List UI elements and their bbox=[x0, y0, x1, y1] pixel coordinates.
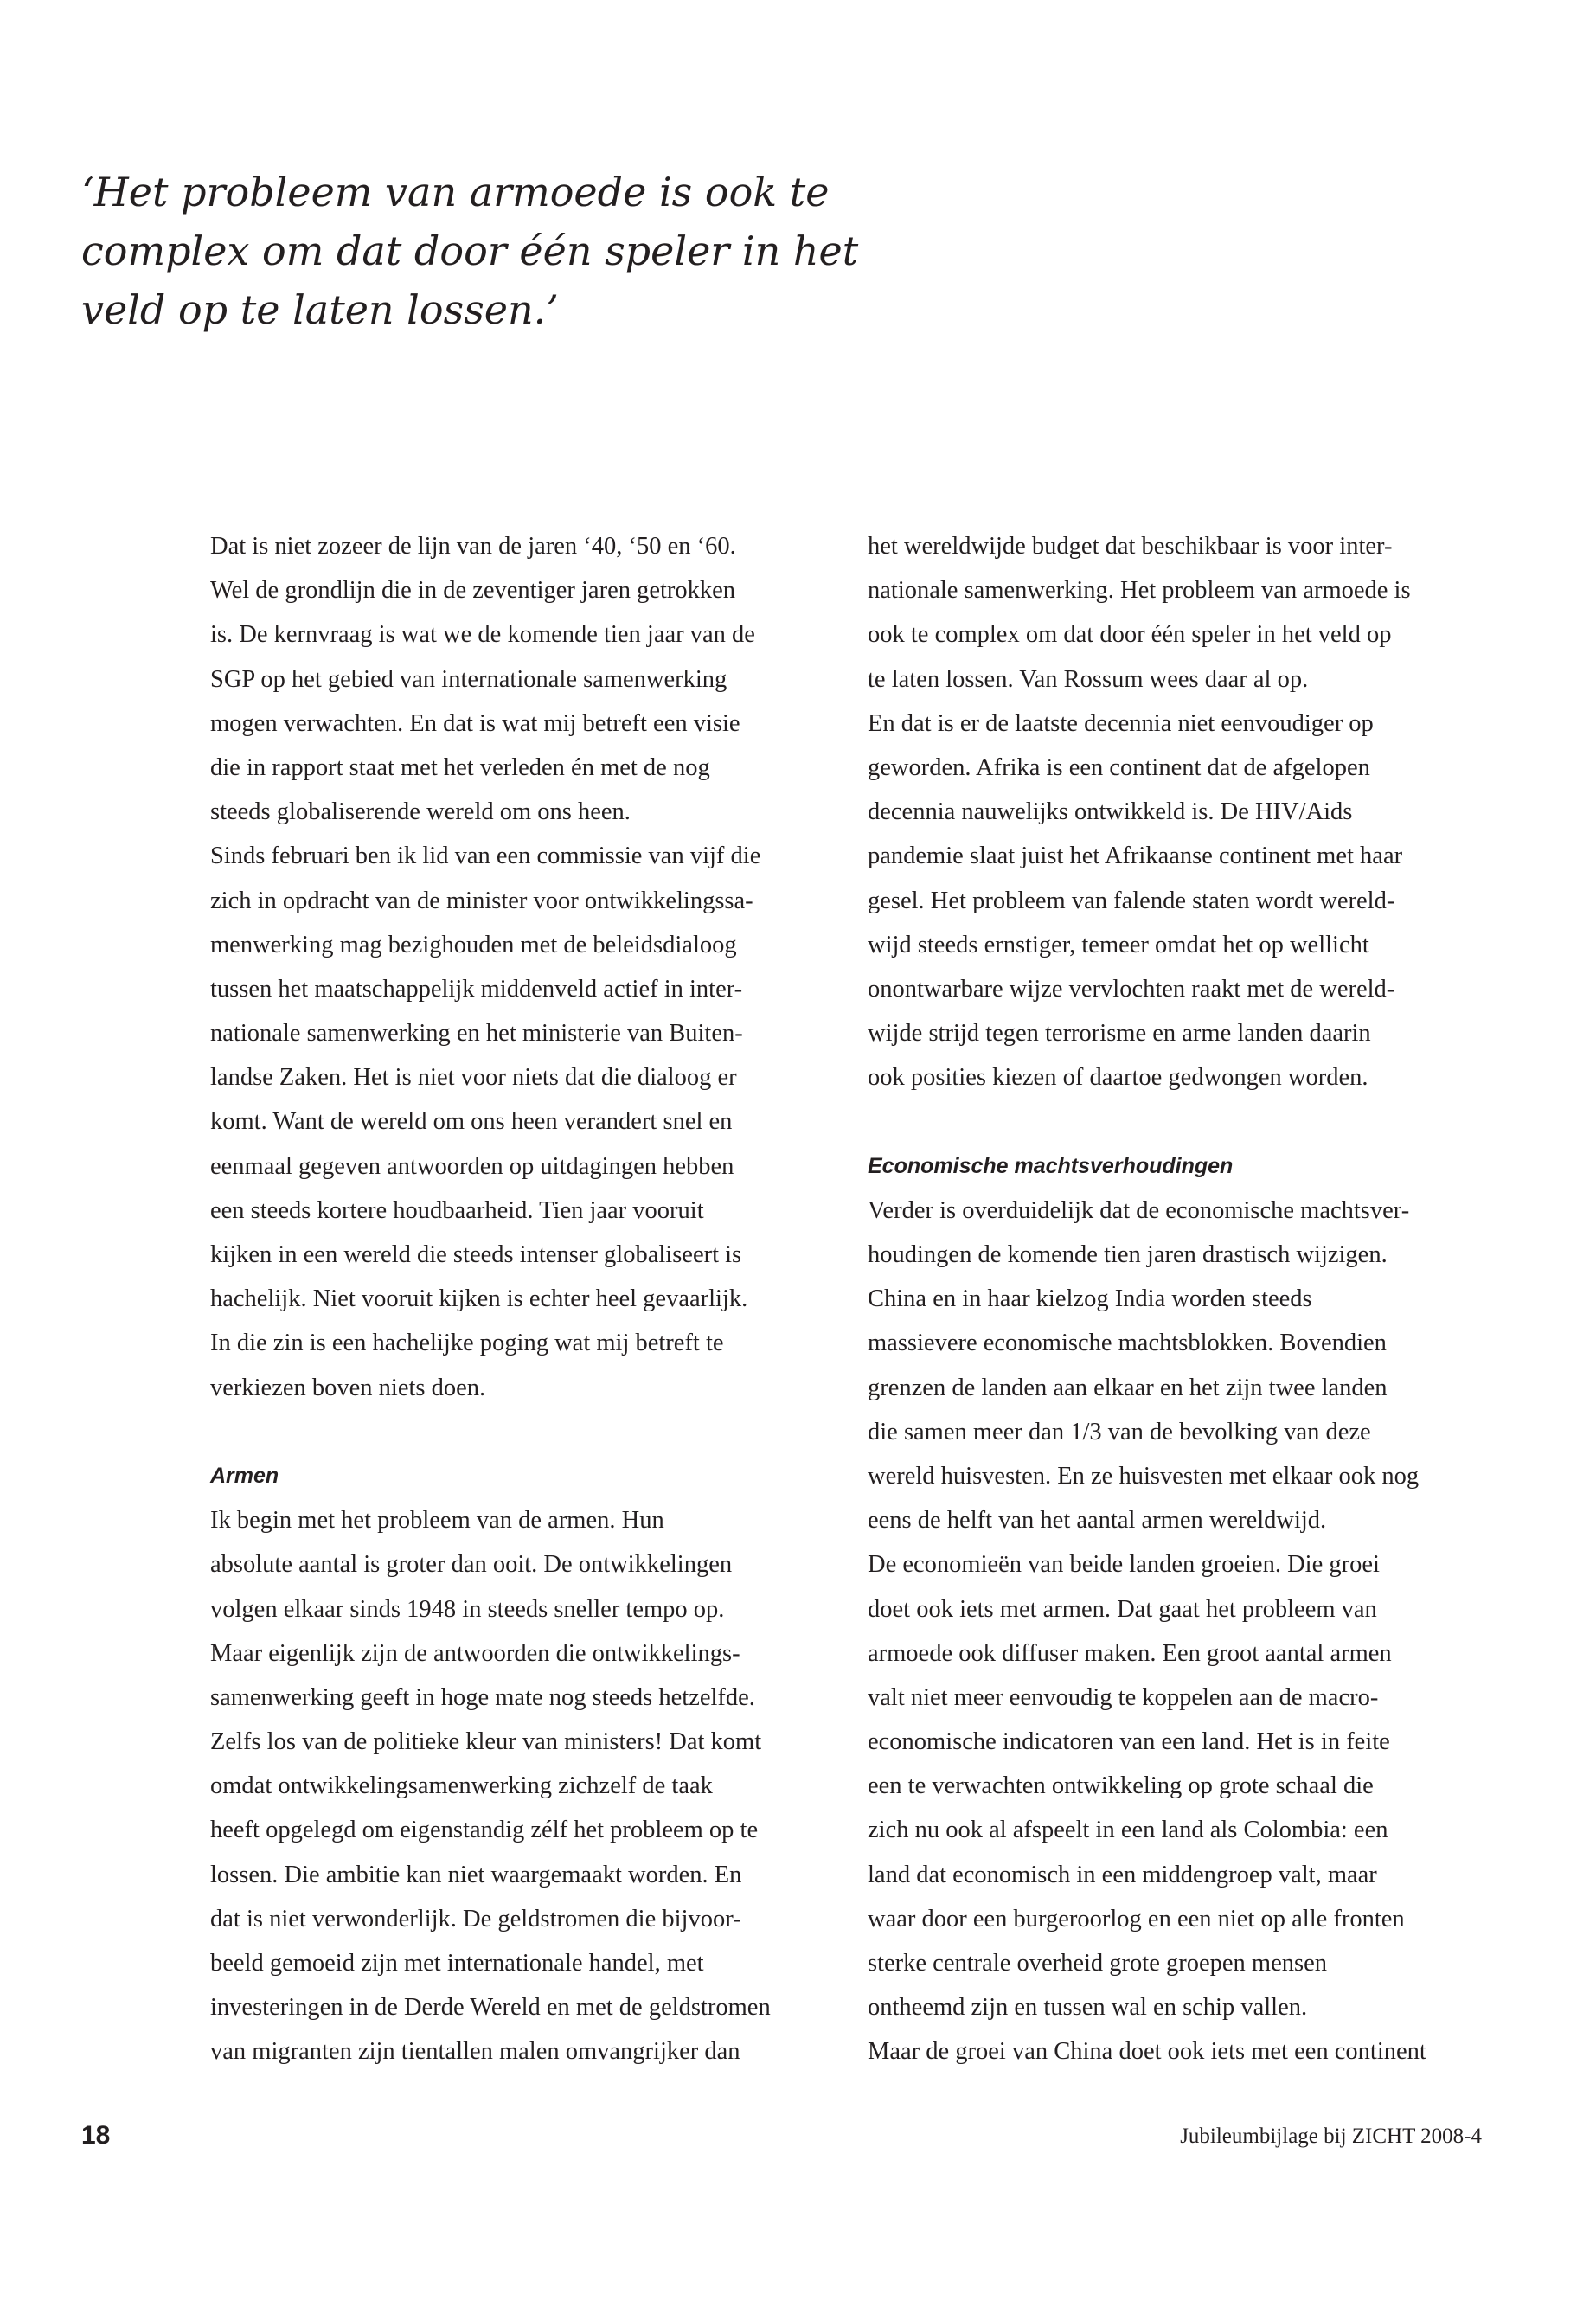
text-line: is. De kernvraag is wat we de komende tien jaar van de bbox=[210, 621, 755, 649]
text-line: een te verwachten ontwikkeling op grote schaal die bbox=[868, 1772, 1374, 1800]
text-line: armoede ook diffuser maken. Een groot aantal armen bbox=[868, 1639, 1392, 1667]
text-line: Sinds februari ben ik lid van een commissie van vijf die bbox=[210, 843, 761, 870]
text-line: volgen elkaar sinds 1948 in steeds sneller tempo op. bbox=[210, 1595, 725, 1623]
text-line: eenmaal gegeven antwoorden op uitdagingen hebben bbox=[210, 1152, 734, 1180]
text-line: Maar de groei van China doet ook iets met een continent bbox=[868, 2038, 1426, 2066]
text-line: investeringen in de Derde Wereld en met de geldstromen bbox=[210, 1994, 771, 2022]
paragraph-spacer bbox=[210, 1410, 833, 1454]
text-line: omdat ontwikkelingsamenwerking zichzelf de taak bbox=[210, 1772, 713, 1800]
text-line: absolute aantal is groter dan ooit. De ontwikkelingen bbox=[210, 1551, 733, 1579]
text-line: wijde strijd tegen terrorisme en arme landen daarin bbox=[868, 1020, 1371, 1048]
text-line: hachelijk. Niet vooruit kijken is echter heel gevaarlijk. bbox=[210, 1285, 748, 1313]
text-line: massievere economische machtsblokken. Bovendien bbox=[868, 1330, 1387, 1357]
text-line: wereld huisvesten. En ze huisvesten met elkaar ook nog bbox=[868, 1462, 1420, 1490]
text-line: De economieën van beide landen groeien. Die groei bbox=[868, 1551, 1380, 1579]
text-line: eens de helft van het aantal armen wereldwijd. bbox=[868, 1507, 1327, 1535]
text-line: het wereldwijde budget dat beschikbaar is voor inter- bbox=[868, 533, 1393, 560]
section-heading: Armen bbox=[210, 1463, 279, 1488]
text-line: landse Zaken. Het is niet voor niets dat die dialoog er bbox=[210, 1064, 737, 1092]
body-column-left bbox=[210, 524, 833, 2074]
text-line: valt niet meer eenvoudig te koppelen aan de macro- bbox=[868, 1683, 1379, 1711]
text-line: van migranten zijn tientallen malen omvangrijker dan bbox=[210, 2038, 740, 2066]
pull-quote-line: veld op te laten lossen.’ bbox=[81, 286, 559, 333]
text-line: dat is niet verwonderlijk. De geldstromen die bijvoor- bbox=[210, 1905, 741, 1932]
text-line: decennia nauwelijks ontwikkeld is. De HIV/Aids bbox=[868, 798, 1353, 826]
text-line: kijken in een wereld die steeds intenser globaliseert is bbox=[210, 1241, 742, 1268]
text-line: pandemie slaat juist het Afrikaanse continent met haar bbox=[868, 843, 1403, 870]
text-line: die samen meer dan 1/3 van de bevolking van deze bbox=[868, 1418, 1371, 1445]
body-column-right bbox=[868, 524, 1490, 2074]
text-line: ontheemd zijn en tussen wal en schip vallen. bbox=[868, 1994, 1308, 2022]
text-line: En dat is er de laatste decennia niet eenvoudiger op bbox=[868, 709, 1374, 737]
text-line: tussen het maatschappelijk middenveld actief in inter- bbox=[210, 975, 743, 1003]
text-line: te laten lossen. Van Rossum wees daar al op. bbox=[868, 665, 1309, 693]
text-line: mogen verwachten. En dat is wat mij betreft een visie bbox=[210, 709, 740, 737]
text-line: zich in opdracht van de minister voor ontwikkelingssa- bbox=[210, 887, 753, 914]
text-line: houdingen de komende tien jaren drastisch wijzigen. bbox=[868, 1241, 1388, 1268]
section-heading: Economische machtsverhoudingen bbox=[868, 1153, 1234, 1178]
text-line: heeft opgelegd om eigenstandig zélf het probleem op te bbox=[210, 1817, 759, 1844]
text-line: lossen. Die ambitie kan niet waargemaakt worden. En bbox=[210, 1861, 742, 1888]
text-line: nationale samenwerking en het ministerie van Buiten- bbox=[210, 1020, 743, 1048]
text-line: sterke centrale overheid grote groepen mensen bbox=[868, 1950, 1327, 1977]
text-line: zich nu ook al afspeelt in een land als Colombia: een bbox=[868, 1817, 1388, 1844]
text-line: onontwarbare wijze vervlochten raakt met de wereld- bbox=[868, 975, 1395, 1003]
text-line: waar door een burgeroorlog en een niet op alle fronten bbox=[868, 1905, 1405, 1932]
text-line: China en in haar kielzog India worden steeds bbox=[868, 1285, 1312, 1313]
text-line: ook posities kiezen of daartoe gedwongen worden. bbox=[868, 1064, 1368, 1092]
text-line: Dat is niet zozeer de lijn van de jaren ‘40, ‘50 en ‘60. bbox=[210, 533, 736, 560]
text-line: doet ook iets met armen. Dat gaat het probleem van bbox=[868, 1595, 1377, 1623]
text-line: Verder is overduidelijk dat de economische machtsver- bbox=[868, 1196, 1410, 1224]
text-line: samenwerking geeft in hoge mate nog steeds hetzelfde. bbox=[210, 1683, 755, 1711]
pull-quote-line: complex om dat door één speler in het bbox=[81, 228, 859, 274]
text-line: die in rapport staat met het verleden én met de nog bbox=[210, 753, 710, 781]
text-line: SGP op het gebied van internationale samenwerking bbox=[210, 665, 727, 693]
text-line: Ik begin met het probleem van de armen. Hun bbox=[210, 1507, 664, 1535]
text-line: menwerking mag bezighouden met de beleidsdialoog bbox=[210, 931, 737, 958]
text-line: geworden. Afrika is een continent dat de afgelopen bbox=[868, 753, 1370, 781]
publication-title: Jubileumbijlage bij ZICHT 2008-4 bbox=[1180, 2125, 1482, 2148]
text-line: grenzen de landen aan elkaar en het zijn twee landen bbox=[868, 1374, 1388, 1401]
text-line: komt. Want de wereld om ons heen verandert snel en bbox=[210, 1108, 733, 1136]
text-line: gesel. Het probleem van falende staten wordt wereld- bbox=[868, 887, 1395, 914]
page-number: 18 bbox=[81, 2121, 111, 2150]
text-line: land dat economisch in een middengroep valt, maar bbox=[868, 1861, 1377, 1888]
pull-quote-line: ‘Het probleem van armoede is ook te bbox=[81, 169, 830, 215]
text-line: Maar eigenlijk zijn de antwoorden die ontwikkelings- bbox=[210, 1639, 740, 1667]
text-line: economische indicatoren van een land. Het is in feite bbox=[868, 1728, 1390, 1756]
text-line: ook te complex om dat door één speler in het veld op bbox=[868, 621, 1392, 649]
text-line: nationale samenwerking. Het probleem van armoede is bbox=[868, 577, 1411, 605]
pull-quote bbox=[81, 163, 860, 339]
text-line: In die zin is een hachelijke poging wat mij betreft te bbox=[210, 1330, 724, 1357]
text-line: een steeds kortere houdbaarheid. Tien jaar vooruit bbox=[210, 1196, 704, 1224]
text-line: verkiezen boven niets doen. bbox=[210, 1374, 486, 1401]
text-line: Zelfs los van de politieke kleur van ministers! Dat komt bbox=[210, 1728, 762, 1756]
text-line: steeds globaliserende wereld om ons heen. bbox=[210, 798, 631, 826]
paragraph-spacer bbox=[868, 1099, 1490, 1144]
text-line: wijd steeds ernstiger, temeer omdat het op wellicht bbox=[868, 931, 1369, 958]
text-line: beeld gemoeid zijn met internationale handel, met bbox=[210, 1950, 704, 1977]
text-line: Wel de grondlijn die in de zeventiger jaren getrokken bbox=[210, 577, 736, 605]
